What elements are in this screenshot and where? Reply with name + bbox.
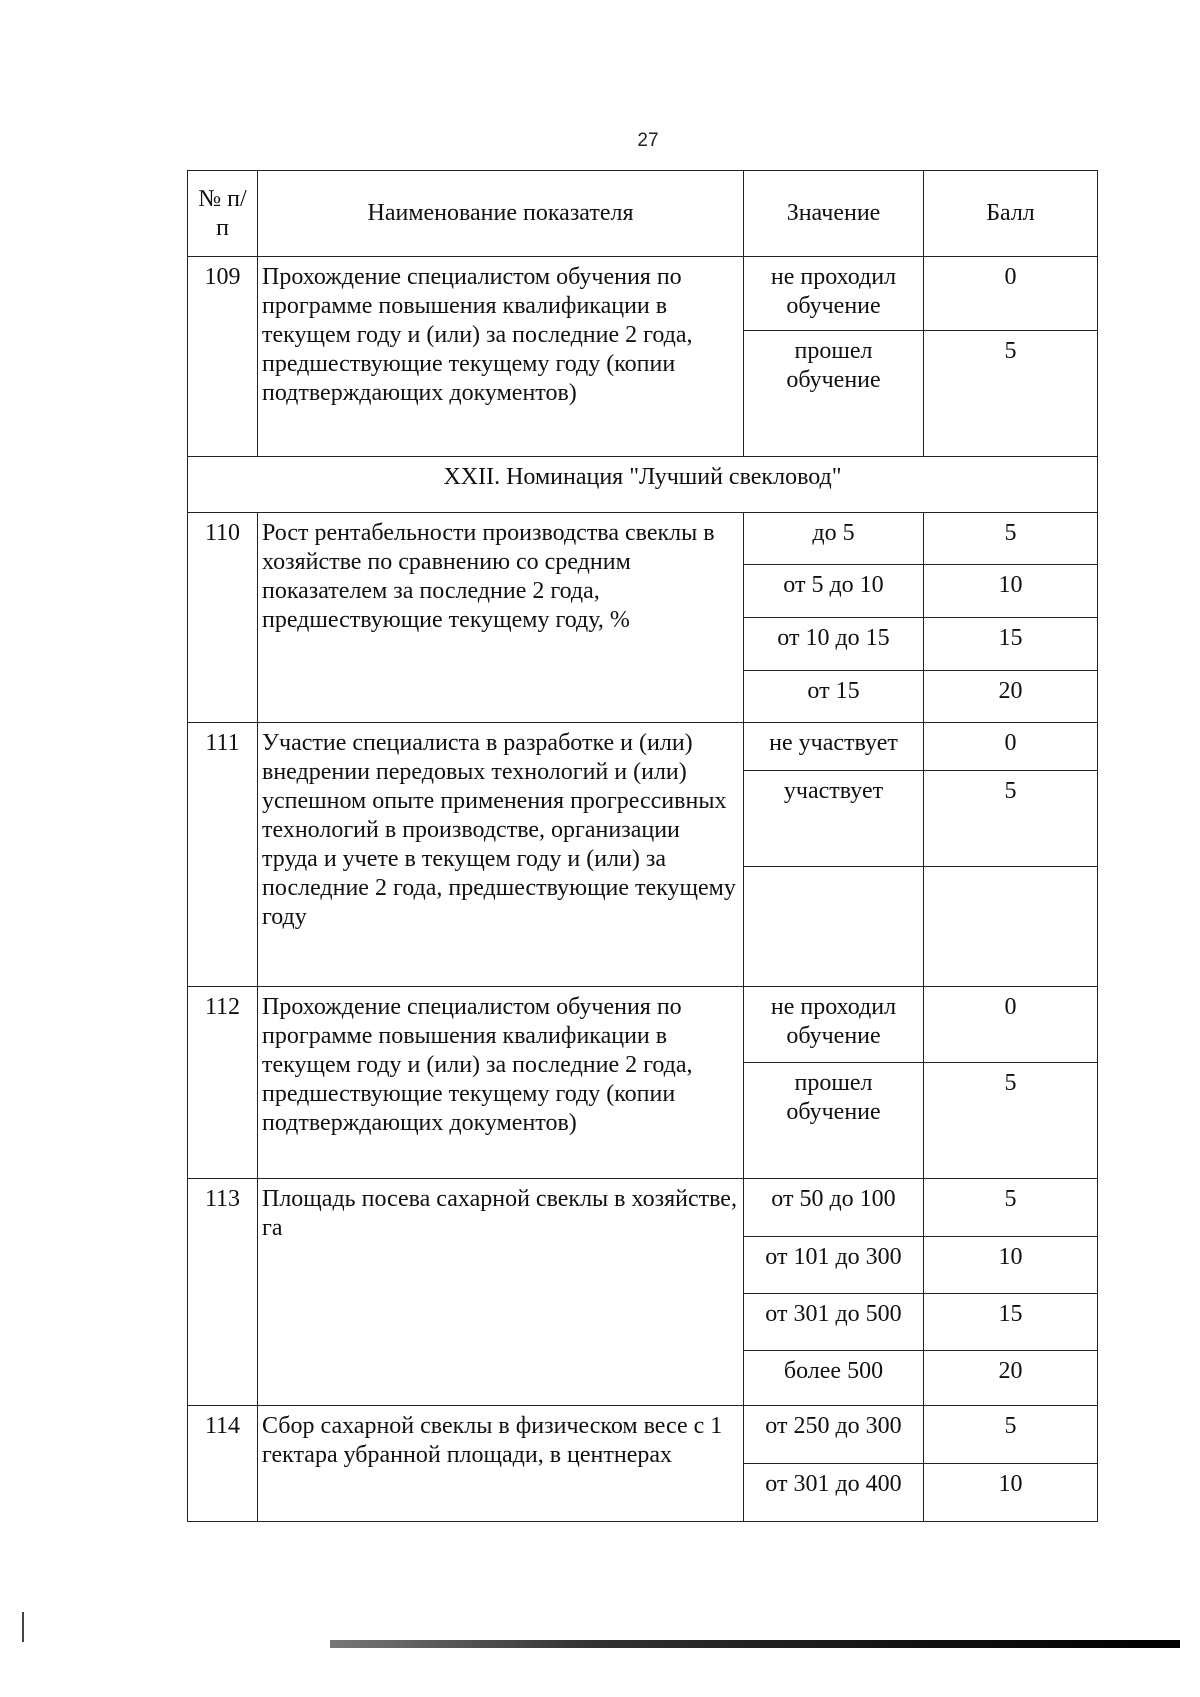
option-score: 10 bbox=[924, 1464, 1098, 1522]
table-row bbox=[188, 1179, 1098, 1237]
indicator-name: Площадь посева сахарной свеклы в хозяйстве, га bbox=[258, 1179, 744, 1406]
option-value: от 15 bbox=[744, 671, 924, 723]
option-value: от 301 до 400 bbox=[744, 1464, 924, 1522]
option-score: 15 bbox=[924, 618, 1098, 671]
header-name: Наименование показателя bbox=[258, 171, 744, 257]
table-header-row bbox=[188, 171, 1098, 257]
header-num: № п/п bbox=[188, 171, 258, 257]
option-value: от 101 до 300 bbox=[744, 1237, 924, 1294]
option-score: 0 bbox=[924, 987, 1098, 1063]
option-value: до 5 bbox=[744, 513, 924, 565]
option-score: 10 bbox=[924, 1237, 1098, 1294]
option-score: 20 bbox=[924, 671, 1098, 723]
option-value: от 301 до 500 bbox=[744, 1294, 924, 1351]
section-title: XXII. Номинация "Лучший свекловод" bbox=[188, 457, 1098, 513]
row-number: 110 bbox=[188, 513, 258, 723]
option-value: участвует bbox=[744, 771, 924, 867]
option-score: 5 bbox=[924, 771, 1098, 867]
option-score: 0 bbox=[924, 257, 1098, 331]
option-value: не проходил обучение bbox=[744, 987, 924, 1063]
indicator-name: Рост рентабельности производства свеклы в хозяйстве по сравнению со средним показателем за последние 2 года, предшествующие текущему году, % bbox=[258, 513, 744, 723]
row-number: 114 bbox=[188, 1406, 258, 1522]
option-value: от 50 до 100 bbox=[744, 1179, 924, 1237]
option-value: от 250 до 300 bbox=[744, 1406, 924, 1464]
section-row bbox=[188, 457, 1098, 513]
option-score: 5 bbox=[924, 1179, 1098, 1237]
page-number: 27 bbox=[637, 130, 659, 151]
option-value: более 500 bbox=[744, 1351, 924, 1406]
empty-cell bbox=[744, 867, 924, 987]
option-value: прошел обучение bbox=[744, 331, 924, 457]
option-value: прошел обучение bbox=[744, 1063, 924, 1179]
empty-cell bbox=[924, 867, 1098, 987]
option-value: от 10 до 15 bbox=[744, 618, 924, 671]
table-row bbox=[188, 257, 1098, 331]
indicator-name: Сбор сахарной свеклы в физическом весе с 1 гектара убранной площади, в центнерах bbox=[258, 1406, 744, 1522]
indicator-name: Прохождение специалистом обучения по программе повышения квалификации в текущем году и (или) за последние 2 года, предшествующие текущему году (копии подтверждающих документов) bbox=[258, 257, 744, 457]
option-value: от 5 до 10 bbox=[744, 565, 924, 618]
table-row bbox=[188, 723, 1098, 771]
scan-margin-mark bbox=[22, 1612, 24, 1642]
option-value: не участвует bbox=[744, 723, 924, 771]
option-score: 15 bbox=[924, 1294, 1098, 1351]
row-number: 112 bbox=[188, 987, 258, 1179]
option-score: 5 bbox=[924, 1063, 1098, 1179]
header-value: Значение bbox=[744, 171, 924, 257]
indicator-table bbox=[187, 170, 1098, 1522]
option-score: 20 bbox=[924, 1351, 1098, 1406]
row-number: 111 bbox=[188, 723, 258, 987]
indicator-name: Участие специалиста в разработке и (или) внедрении передовых технологий и (или) успешном опыте применения прогрессивных технологий в производстве, организации труда и учете в текущем году и (или) за последние 2 года, предшествующие текущему году bbox=[258, 723, 744, 987]
table-row bbox=[188, 987, 1098, 1063]
indicator-name: Прохождение специалистом обучения по программе повышения квалификации в текущем году и (или) за последние 2 года, предшествующие текущему году (копии подтверждающих документов) bbox=[258, 987, 744, 1179]
row-number: 109 bbox=[188, 257, 258, 457]
row-number: 113 bbox=[188, 1179, 258, 1406]
option-score: 0 bbox=[924, 723, 1098, 771]
scan-bottom-line bbox=[330, 1640, 1180, 1648]
header-score: Балл bbox=[924, 171, 1098, 257]
option-score: 5 bbox=[924, 1406, 1098, 1464]
table-row bbox=[188, 1406, 1098, 1464]
option-value: не проходил обучение bbox=[744, 257, 924, 331]
option-score: 5 bbox=[924, 513, 1098, 565]
table-row bbox=[188, 513, 1098, 565]
option-score: 10 bbox=[924, 565, 1098, 618]
option-score: 5 bbox=[924, 331, 1098, 457]
